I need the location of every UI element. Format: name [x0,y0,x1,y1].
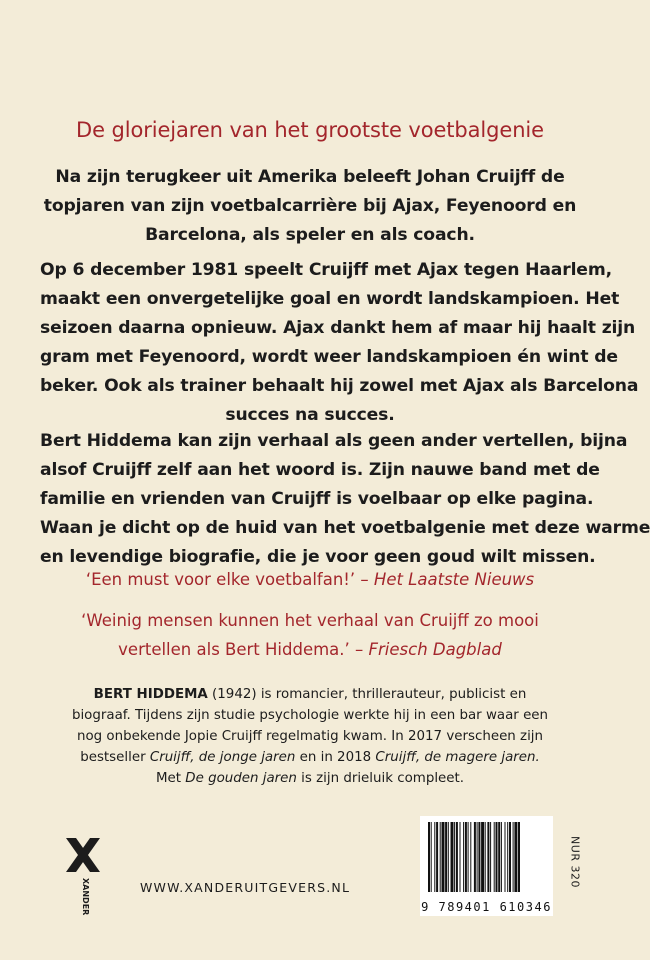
quote-source: Friesch Dagblad [368,640,502,659]
xander-logo [66,838,100,916]
barcode-bar [494,822,495,892]
story-line: succes na succes. [225,405,395,425]
barcode-bar [514,822,517,892]
nur-label: NUR 320 [568,836,582,888]
story-paragraph [40,256,639,430]
barcode-bar [460,822,461,892]
intro-line: topjaren van zijn voetbalcarrière bij Ajax, Feyenoord en [43,196,577,216]
bio-line: biograaf. Tijdens zijn studie psychologie werkte hij in een bar waar een [71,708,549,723]
quote-source: Het Laatste Nieuws [373,570,535,589]
isbn-number: 9 789401 610346 [421,900,552,914]
review-quote-1 [20,565,600,594]
bio-text: is zijn drieluik compleet. [296,771,465,786]
bio-line [40,684,580,705]
barcode-bar [513,822,514,892]
story-line: maakt een onvergetelijke goal en wordt landskampioen. Het [40,289,620,309]
headline: De gloriejaren van het grootste voetbalgenie [76,118,544,142]
barcode-bar [451,822,454,892]
barcode-bar [454,822,455,892]
barcode-bar [507,822,508,892]
barcode-bar [470,822,471,892]
barcode-bar [434,822,435,892]
quote-line-2 [20,635,600,664]
bio-text: (1942) is romancier, thrillerauteur, publicist en [207,687,527,702]
isbn-barcode [420,816,553,916]
author-paragraph [40,427,650,572]
barcode-bar [428,822,430,892]
barcode-bar [487,822,489,892]
barcode-bar [456,822,458,892]
author-line: Bert Hiddema kan zijn verhaal als geen ander vertellen, bijna [40,431,628,451]
story-line: Op 6 december 1981 speelt Cruijff met Ajax tegen Haarlem, [40,260,612,280]
barcode-bar [518,822,520,892]
bio-line [40,768,580,789]
story-line: seizoen daarna opnieuw. Ajax dankt hem af maar hij haalt zijn [40,318,636,338]
intro-line: Barcelona, als speler en als coach. [145,225,475,245]
book-title: Cruijff, de magere jaren. [375,750,540,765]
barcode-bar [442,822,445,892]
intro-paragraph [40,163,580,250]
barcode-bar [448,822,449,892]
nur-code [560,812,590,912]
barcode-bar [490,822,491,892]
quote-text: ‘Een must voor elke voetbalfan!’ – [85,570,374,589]
barcode-bar [478,822,480,892]
barcode-bar [463,822,464,892]
logo-wordmark: XANDER [81,878,90,916]
barcode-bar [468,822,469,892]
quote-text: vertellen als Bert Hiddema.’ – [118,640,369,659]
barcode-icon [428,822,545,892]
review-quote-2 [20,606,600,664]
barcode-bar [496,822,498,892]
barcode-bar [477,822,478,892]
bio-text: Met [155,771,186,786]
barcode-bar [440,822,441,892]
barcode-bar [436,822,438,892]
author-line: en levendige biografie, die je voor geen goud wilt missen. [40,547,596,567]
bio-text: en in 2018 [295,750,376,765]
author-bio [40,684,580,789]
author-line: familie en vrienden van Cruijff is voelbaar op elke pagina. [40,489,594,509]
bio-line [40,747,580,768]
barcode-bar [485,822,486,892]
barcode-bar [505,822,506,892]
author-line: Waan je dicht op de huid van het voetbalgenie met deze warme [40,518,650,538]
story-line: gram met Feyenoord, wordt weer landskampioen én wint de [40,347,618,367]
barcode-bar [498,822,500,892]
story-line: beker. Ook als trainer behaalt hij zowel met Ajax als Barcelona [40,376,639,396]
barcode-bar [481,822,484,892]
intro-line: Na zijn terugkeer uit Amerika beleeft Johan Cruijff de [55,167,565,187]
book-title: Cruijff, de jonge jaren [149,750,296,765]
barcode-bar [465,822,467,892]
barcode-bar [501,822,502,892]
bio-text: bestseller [80,750,150,765]
author-name: BERT HIDDEMA [93,687,208,702]
quote-text: ‘Weinig mensen kunnen het verhaal van Cruijff zo mooi [81,611,539,630]
x-logo-icon [66,838,100,916]
barcode-bar [474,822,476,892]
barcode-bar [509,822,511,892]
bio-line: nog onbekende Jopie Cruijff regelmatig kwam. In 2017 verscheen zijn [76,729,544,744]
author-line: alsof Cruijff zelf aan het woord is. Zijn nauwe band met de [40,460,600,480]
barcode-bar [431,822,432,892]
book-title: De gouden jaren [185,771,297,786]
website-url: WWW.XANDERUITGEVERS.NL [140,880,351,895]
barcode-bar [445,822,447,892]
